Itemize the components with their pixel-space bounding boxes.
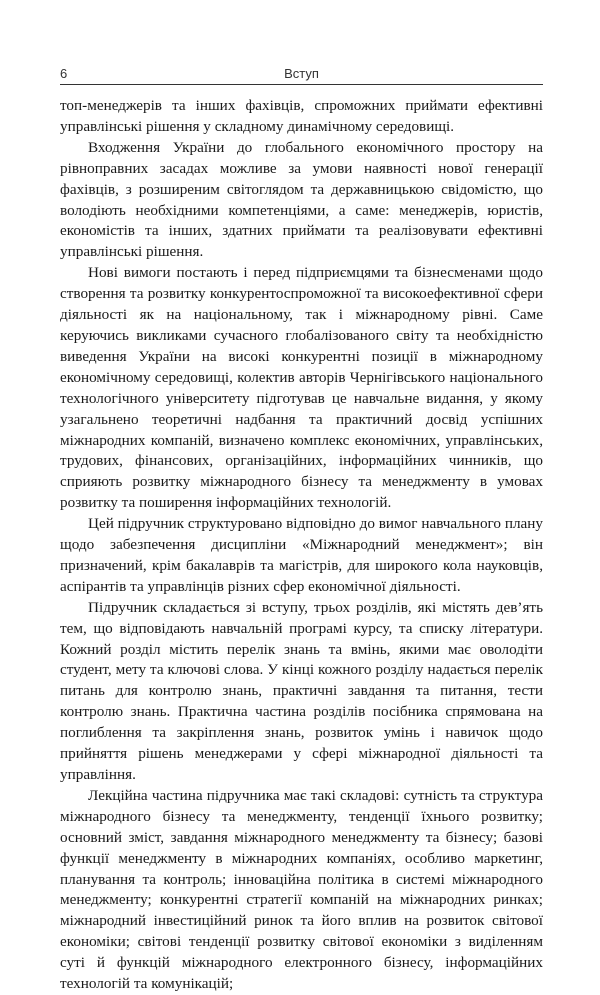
paragraph: Входження України до глобального економічного простору на рівноправних засадах можливе за умови наявності нової генерації фахівців, з розширеним світоглядом та державницькою свідомістю, що володіють необхідними компетенціями, а саме: менеджерів, юристів, економістів та інших, здатних приймати та реалізовувати ефективні управлінські рішення. [60, 138, 543, 261]
paragraph: Лекційна частина підручника має такі складові: сутність та структура міжнародного бізнесу та менеджменту, тенденції їхнього розвитку; основний зміст, завдання міжнародного менеджменту та бізнесу; базові функції менеджменту в міжнародних компаніях, особливо маркетинг, планування та контроль; інноваційна політика в системі міжнародного менеджменту; конкурентні стратегії компаній на міжнародних ринках; міжнародний інвестиційний ринок та його вплив на розвиток світової економіки; світові тенденції розвитку світової економіки з виділенням суті й функцій міжнародного електронного бізнесу, інформаційних технологій та комунікацій; [60, 786, 543, 993]
header-rule [60, 84, 543, 85]
paragraph: топ-менеджерів та інших фахівців, спроможних приймати ефективні управлінські рішення у складному динамічному середовищі. [60, 97, 543, 135]
body-text [60, 96, 543, 995]
paragraph: Цей підручник структуровано відповідно до вимог навчального плану щодо забезпечення дисципліни «Міжнародний менеджмент»; він призначений, крім бакалаврів та магістрів, для широкого кола науковців, аспірантів та управлінців різних сфер економічної діяльності. [60, 515, 543, 595]
paragraph: Нові вимоги постають і перед підприємцями та бізнесменами щодо створення та розвитку конкурентоспроможної та високоефективної сфери діяльності як на національному, так і міжнародному рівні. Саме керуючись викликами сучасного глобалізованого світу та необхідністю виведення України на високі конкурентні позиції в міжнародному економічному середовищі, колектив авторів Чернігівського національного технологічного університету підготував це навчальне видання, у якому узагальнено теоретичні надбання та практичний досвід успішних міжнародних компаній, визначено комплекс економічних, управлінських, трудових, фінансових, організаційних, інформаційних чинників, що сприяють розвитку міжнародного бізнесу та менеджменту в умовах розвитку та поширення інформаційних технологій. [60, 264, 543, 512]
page-number: 6 [60, 66, 68, 81]
page-header [60, 66, 543, 82]
paragraph: Підручник складається зі вступу, трьох розділів, які містять дев’ять тем, що відповідають навчальній програмі курсу, та списку літератури. Кожний розділ містить перелік знань та вмінь, якими має оволодіти студент, мету та ключові слова. У кінці кожного розділу надається перелік питань для контролю знань, практичні завдання та питання, тести контролю знань. Практична частина розділів посібника спрямована на поглиблення та закріплення знань, розвиток умінь і навичок щодо прийняття рішень менеджерами у сфері міжнародної діяльності та управління. [60, 598, 543, 783]
running-head: Вступ [284, 66, 319, 81]
